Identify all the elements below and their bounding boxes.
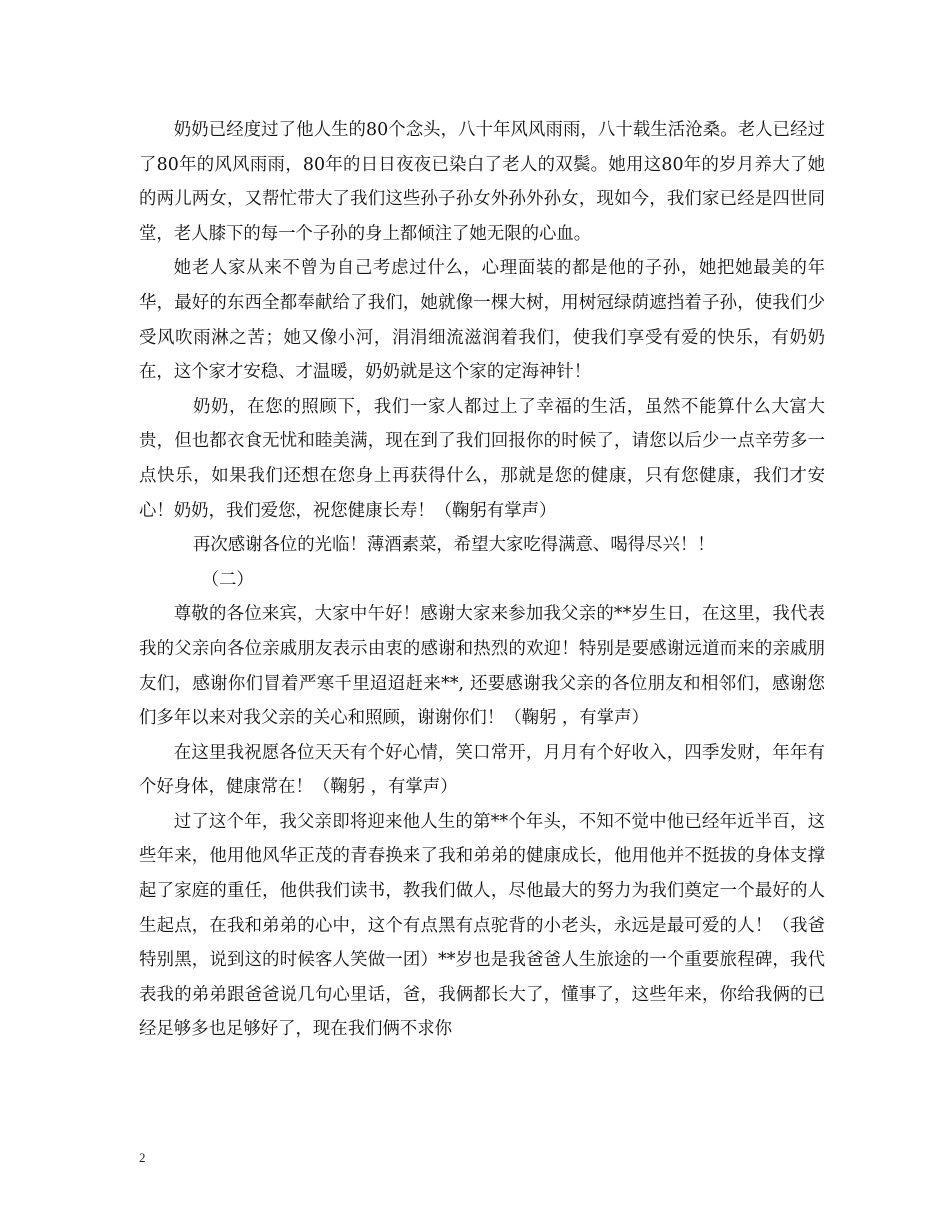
paragraph-wishes: 在这里我祝愿各位天天有个好心情，笑口常开，月月有个好收入，四季发财，年年有个好身体，健康常在！（鞠躬 ，有掌声） bbox=[139, 742, 825, 798]
paragraph-grandma-80: 奶奶已经度过了他人生的80个念头，八十年风风雨雨，八十载生活沧桑。老人已经过了80年的风风雨雨，80年的日日夜夜已染白了老人的双鬓。她用这80年的岁月养大了她的两儿两女，又帮忙带大了我们这些孙子孙女外孙外孙女，现如今，我们家已经是四世同堂，老人膝下的每一个子孙的身上都倾注了她无限的心血。 bbox=[139, 120, 825, 244]
paragraph-closing-thanks: 再次感谢各位的光临！薄酒素菜，希望大家吃得满意、喝得尽兴！！ bbox=[192, 535, 715, 556]
paragraph-father-tribute: 过了这个年，我父亲即将迎来他人生的第**个年头，不知不觉中他已经年近半百，这些年来，他用他风华正茂的青春换来了我和弟弟的健康成长，他用他并不挺拔的身体支撑起了家庭的重任，他供我们读书，教我们做人，尽他最大的努力为我们奠定一个最好的人生起点，在我和弟弟的心中，这个有点黑有点驼背的小老头，永远是最可爱的人！（我爸特别黑，说到这的时候客人笑做一团）**岁也是我爸爸人生旅途的一个重要旅程碑，我代表我的弟弟跟爸爸说几句心里话，爸，我俩都长大了，懂事了，这些年来，你给我俩的已经足够多也足够好了，现在我们俩不求你 bbox=[139, 811, 825, 1040]
body-text bbox=[139, 113, 825, 1047]
section-heading-two: （二） bbox=[201, 569, 254, 590]
paragraph-grandma-selfless: 她老人家从来不曾为自己考虑过什么，心理面装的都是他的子孙，她把她最美的年华，最好的东西全都奉献给了我们，她就像一棵大树，用树冠绿荫遮挡着子孙，使我们少受风吹雨淋之苦；她又像小河，涓涓细流滋润着我们，使我们享受有爱的快乐，有奶奶在，这个家才安稳、才温暖，奶奶就是这个家的定海神针！ bbox=[139, 258, 825, 383]
page-number: 2 bbox=[139, 1150, 146, 1165]
paragraph-welcome-guests: 尊敬的各位来宾，大家中午好！感谢大家来参加我父亲的**岁生日，在这里，我代表我的父亲向各位亲戚朋友表示由衷的感谢和热烈的欢迎！特别是要感谢远道而来的亲戚朋友们，感谢你们冒着严寒千里迢迢赶来**, 还要感谢我父亲的各位朋友和相邻们，感谢您们多年以来对我父亲的关心和照顾，谢谢你们！（鞠躬 ，有掌声） bbox=[139, 604, 825, 729]
paragraph-grandma-thanks: 奶奶，在您的照顾下，我们一家人都过上了幸福的生活，虽然不能算什么大富大贵，但也都衣食无忧和睦美满，现在到了我们回报你的时候了，请您以后少一点辛劳多一点快乐，如果我们还想在您身上再获得什么，那就是您的健康，只有您健康，我们才安心！奶奶，我们爱您，祝您健康长寿！（鞠躬有掌声） bbox=[139, 396, 825, 521]
